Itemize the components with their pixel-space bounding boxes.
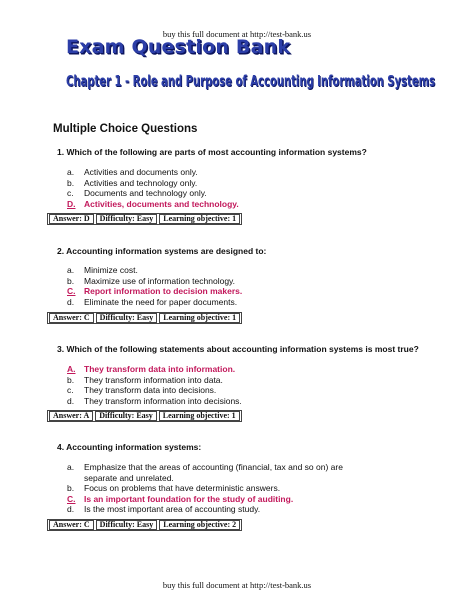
question-2-options [67,265,242,307]
option-text: Eliminate the need for paper documents. [84,296,238,307]
objective-cell: Learning objective: 1 [159,411,240,421]
option-text: Focus on problems that have deterministic answers. [84,483,281,494]
option-text: They transform data into information. [84,364,236,374]
question-4-options [67,462,354,515]
option-text: Is an important foundation for the study of auditing. [84,493,294,504]
option-text: They transform data into decisions. [84,385,217,396]
answer-cell: Answer: A [49,411,93,421]
option-letter: b. [67,374,75,385]
difficulty-cell: Difficulty: Easy [96,520,158,530]
chapter-title: Chapter 1 - Role and Purpose of Accounting Information Systems [66,72,436,90]
option [67,276,242,287]
option-text: They transform information into decisions. [84,395,242,406]
banner-title: Exam Question Bank [66,36,291,58]
option-text: They transform information into data. [84,374,223,385]
answer-cell: Answer: C [49,313,94,323]
option-correct [67,494,354,505]
option [67,167,239,178]
objective-cell: Learning objective: 2 [159,520,240,530]
option-text: Maximize use of information technology. [84,275,236,286]
option [67,462,354,483]
question-4-text: 4. Accounting information systems: [57,442,202,452]
option-text: Is the most important area of accounting study. [84,504,261,515]
difficulty-cell: Difficulty: Easy [96,214,158,224]
option-letter: A. [67,364,76,374]
option-letter: b. [67,275,75,286]
question-3-text: 3. Which of the following statements about accounting information systems is most true? [57,344,419,354]
option-text: Activities, documents and technology. [84,198,239,209]
question-3-options [67,364,242,406]
option [67,396,242,407]
option [67,178,239,189]
option-letter: a. [67,462,75,472]
option-letter: D. [67,198,76,209]
objective-cell: Learning objective: 1 [159,313,240,323]
difficulty-cell: Difficulty: Easy [95,411,157,421]
difficulty-cell: Difficulty: Easy [96,313,158,323]
option [67,483,354,494]
option-text: Minimize cost. [84,265,138,275]
section-title: Multiple Choice Questions [53,123,198,135]
option-letter: a. [67,265,75,275]
option [67,375,242,386]
question-1-options [67,167,239,209]
answer-cell: Answer: C [49,520,94,530]
question-1-text: 1. Which of the following are parts of most accounting information systems? [57,147,367,157]
option-letter: C. [67,286,76,297]
answer-bar-2 [47,312,242,324]
objective-cell: Learning objective: 1 [159,214,240,224]
option-letter: c. [67,385,74,396]
option-text: Report information to decision makers. [84,286,243,297]
option-letter: d. [67,395,75,406]
option-letter: d. [67,296,75,307]
option-letter: c. [67,188,74,199]
option-letter: b. [67,177,75,188]
option-correct [67,199,239,210]
option-correct [67,286,242,297]
answer-bar-4 [47,519,242,531]
option-letter: C. [67,493,76,504]
option [67,265,242,276]
answer-bar-1 [47,213,242,225]
option-text: Activities and technology only. [84,177,198,188]
option-text: Activities and documents only. [84,167,198,177]
option-correct [67,364,242,375]
footer-link[interactable]: buy this full document at http://test-bank.us [162,580,312,590]
header-link[interactable]: buy this full document at http://test-bank.us [162,29,312,39]
option-letter: b. [67,483,75,494]
answer-bar-3 [47,410,242,422]
option [67,504,354,515]
option-text: Documents and technology only. [84,188,207,199]
option-letter: a. [67,167,75,177]
question-2-text: 2. Accounting information systems are designed to: [57,246,267,256]
option-text: Emphasize that the areas of accounting (financial, tax and so on) are separate and unrelated. [84,462,343,483]
option [67,188,239,199]
option-letter: d. [67,504,75,515]
option [67,385,242,396]
option [67,297,242,308]
answer-cell: Answer: D [49,214,94,224]
